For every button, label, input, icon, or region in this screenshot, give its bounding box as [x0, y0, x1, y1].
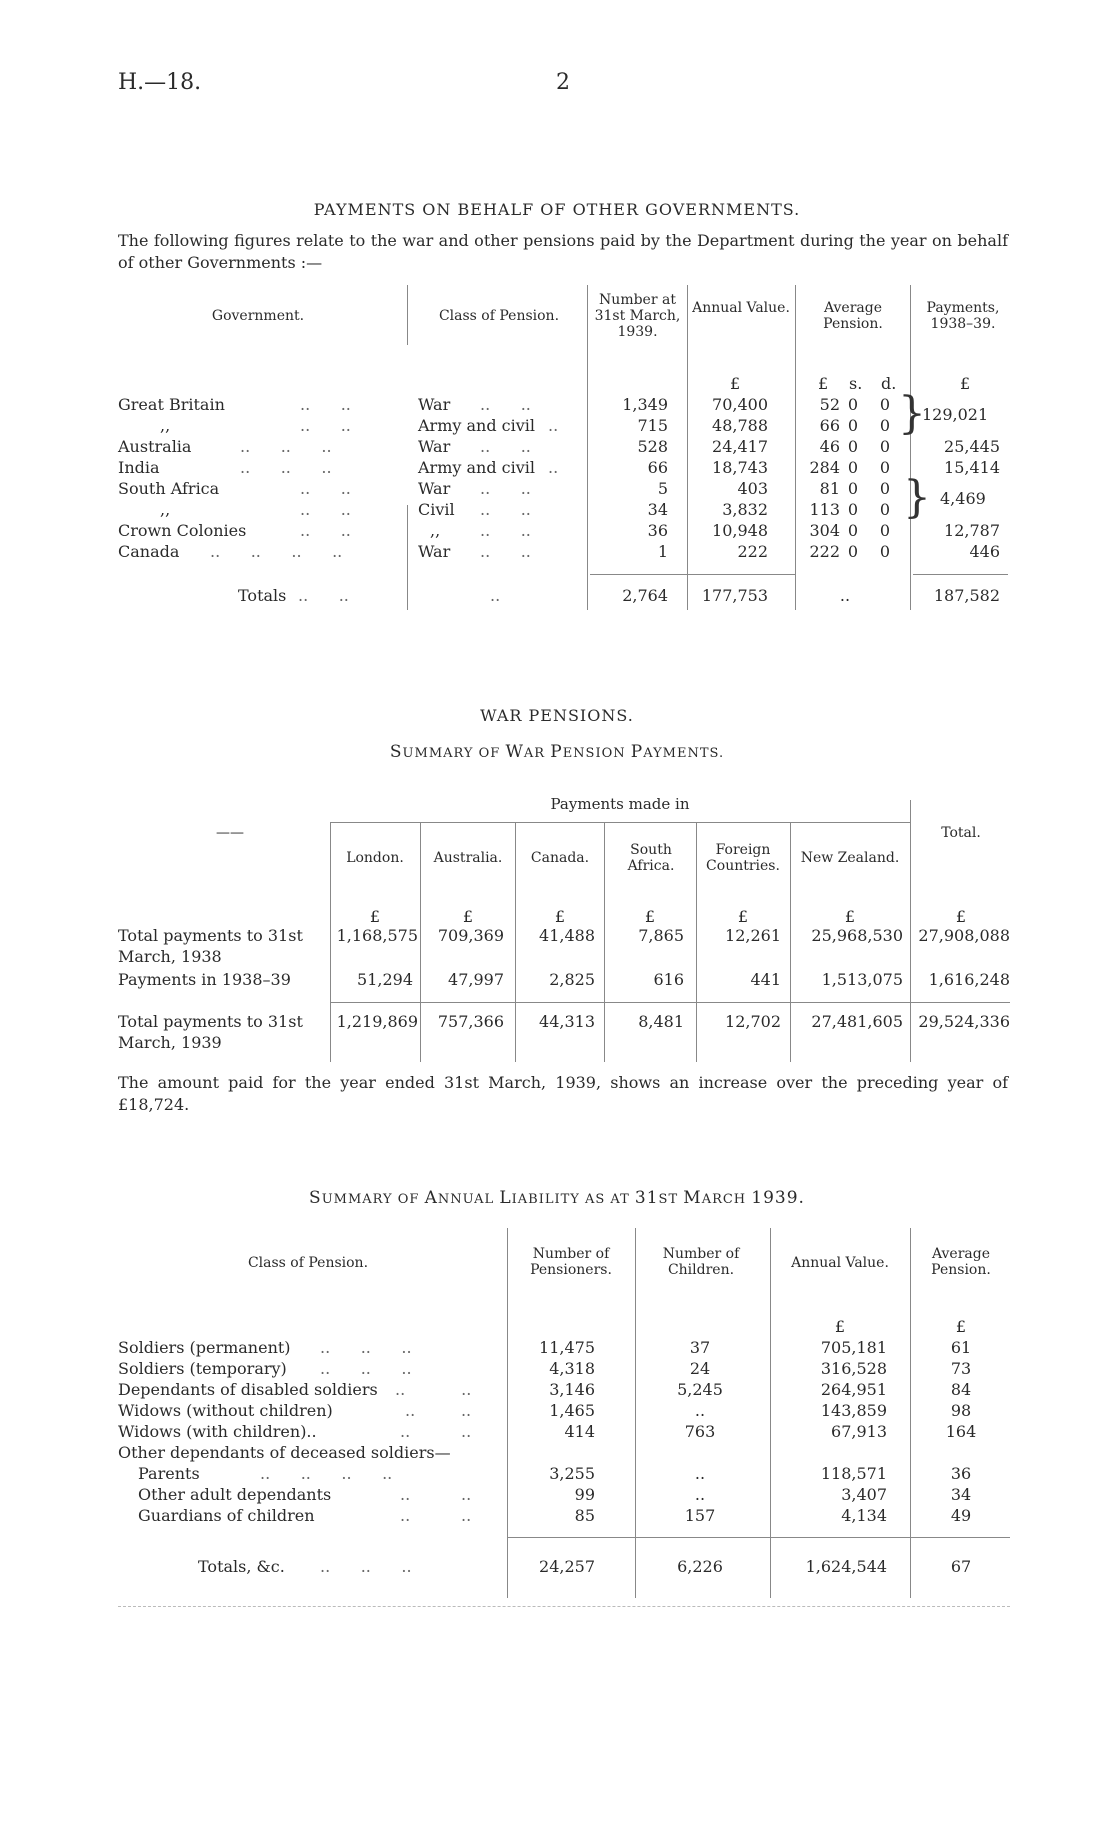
header-number-of-pensioners: Number of Pensioners.	[530, 1246, 612, 1278]
row-label: Guardians of children	[138, 1506, 315, 1525]
cell-children: ..	[694, 1401, 706, 1420]
cell-class: ,,	[430, 521, 441, 540]
header-total: Total.	[941, 825, 981, 841]
cell-number: 715	[637, 416, 668, 435]
row-label: Total payments to 31st March, 1939	[118, 1012, 303, 1052]
cell-avg-pounds: 284	[809, 458, 840, 477]
cell-total: 29,524,336	[918, 1012, 1010, 1031]
cell-number: 1,349	[622, 395, 668, 414]
row-label: Dependants of disabled soldiers	[118, 1380, 378, 1399]
cell-children: 24	[689, 1359, 711, 1378]
unit-annual: £	[730, 374, 741, 393]
cell-class: War	[418, 395, 451, 414]
cell-class: Army and civil	[418, 416, 536, 435]
row-label: Soldiers (temporary)	[118, 1359, 287, 1378]
totals-annual: 1,624,544	[805, 1557, 887, 1576]
cell-annual: 48,788	[712, 416, 768, 435]
header-government: Government.	[211, 308, 305, 324]
cell-government: South Africa	[118, 479, 220, 498]
cell-annual: 3,832	[722, 500, 768, 519]
cell-annual: 67,913	[831, 1422, 887, 1441]
brace-icon: }	[903, 472, 931, 523]
row-label: Total payments to 31st March, 1938	[118, 926, 303, 966]
cell-children: 763	[684, 1422, 716, 1441]
cell-annual: 222	[737, 542, 768, 561]
cell-australia: 709,369	[437, 926, 504, 945]
cell-avg-pounds: 81	[819, 479, 840, 498]
document-reference: H.—18.	[118, 70, 202, 95]
header-annual-value: Annual Value.	[791, 1255, 889, 1271]
section-title-other-governments: PAYMENTS ON BEHALF OF OTHER GOVERNMENTS.	[313, 200, 801, 219]
totals-average: 67	[950, 1557, 972, 1576]
cell-pensioners: 11,475	[539, 1338, 595, 1357]
cell-pensioners: 414	[564, 1422, 595, 1441]
brace-icon: }	[898, 388, 926, 439]
cell-pensioners: 4,318	[549, 1359, 595, 1378]
totals-label: Totals	[238, 586, 287, 605]
cell-australia: 757,366	[437, 1012, 504, 1031]
cell-total: 27,908,088	[918, 926, 1010, 945]
cell-london: 1,168,575	[336, 926, 418, 945]
unit-total: £	[955, 907, 967, 926]
cell-class: War	[418, 479, 451, 498]
cell-annual: 10,948	[712, 521, 768, 540]
cell-avg-pence: 0	[879, 479, 891, 498]
cell-average: 84	[950, 1380, 972, 1399]
cell-foreign: 12,261	[725, 926, 781, 945]
cell-canada: 44,313	[539, 1012, 595, 1031]
row-label: Soldiers (permanent)	[118, 1338, 291, 1357]
cell-annual: 70,400	[712, 395, 768, 414]
header-foreign-countries: Foreign Countries.	[706, 842, 780, 874]
cell-annual: 118,571	[820, 1464, 887, 1483]
unit-south-africa: £	[644, 907, 656, 926]
unit-canada: £	[554, 907, 566, 926]
cell-annual: 3,407	[841, 1485, 887, 1504]
cell-avg-pounds: 304	[809, 521, 840, 540]
cell-average: 61	[950, 1338, 972, 1357]
cell-class: War	[418, 437, 451, 456]
cell-children: ..	[694, 1464, 706, 1483]
cell-avg-pounds: 66	[819, 416, 840, 435]
cell-avg-pence: 0	[879, 542, 891, 561]
cell-average: 98	[950, 1401, 972, 1420]
cell-payments-india: 15,414	[944, 458, 1000, 477]
cell-avg-pence: 0	[879, 521, 891, 540]
cell-foreign: 12,702	[725, 1012, 781, 1031]
cell-children: 5,245	[677, 1380, 723, 1399]
header-payments: Payments, 1938–39.	[926, 300, 1000, 332]
cell-government: Australia	[118, 437, 192, 456]
row-label: Payments in 1938–39	[118, 970, 291, 989]
cell-number: 66	[647, 458, 668, 477]
cell-payments-canada: 446	[969, 542, 1000, 561]
cell-annual: 24,417	[712, 437, 768, 456]
unit-new-zealand: £	[844, 907, 856, 926]
cell-pensioners: 3,146	[549, 1380, 595, 1399]
section-intro: The following figures relate to the war and other pensions paid by the Department during the year on behalf of other Governments :—	[118, 231, 1008, 272]
cell-class: Army and civil	[418, 458, 536, 477]
unit-shillings: s.	[849, 374, 863, 393]
cell-avg-pence: 0	[879, 395, 891, 414]
row-label: Widows (without children)	[118, 1401, 333, 1420]
unit-london: £	[369, 907, 381, 926]
cell-number: 528	[637, 437, 668, 456]
header-canada: Canada.	[530, 850, 590, 866]
cell-annual: 316,528	[820, 1359, 887, 1378]
cell-avg-pence: 0	[879, 416, 891, 435]
row-label: Parents	[138, 1464, 200, 1483]
cell-payments-sa: 4,469	[940, 489, 986, 508]
unit-foreign: £	[737, 907, 749, 926]
section-title-war-pensions: WAR PENSIONS.	[480, 706, 634, 725]
cell-government: Crown Colonies	[118, 521, 247, 540]
cell-government: Great Britain	[118, 395, 225, 414]
header-average-pension: Average Pension.	[931, 1246, 991, 1278]
cell-number: 5	[657, 479, 668, 498]
totals-children: 6,226	[677, 1557, 723, 1576]
cell-avg-shillings: 0	[847, 437, 859, 456]
cell-canada: 41,488	[539, 926, 595, 945]
cell-new-zealand: 27,481,605	[811, 1012, 903, 1031]
cell-government: India	[118, 458, 160, 477]
cell-government: ,,	[160, 500, 171, 519]
header-payments-made-in: Payments made in	[550, 795, 690, 813]
cell-payments-crown: 12,787	[944, 521, 1000, 540]
cell-annual: 4,134	[841, 1506, 887, 1525]
totals-number: 2,764	[622, 586, 668, 605]
totals-label: Totals, &c.	[198, 1557, 285, 1576]
cell-annual: 403	[737, 479, 768, 498]
cell-australia: 47,997	[448, 970, 504, 989]
header-london: London.	[346, 850, 404, 866]
header-south-africa: South Africa.	[627, 842, 675, 874]
cell-avg-shillings: 0	[847, 458, 859, 477]
cell-avg-shillings: 0	[847, 479, 859, 498]
cell-payments-gb: 129,021	[922, 405, 989, 424]
cell-avg-pence: 0	[879, 437, 891, 456]
cell-london: 1,219,869	[336, 1012, 418, 1031]
cell-total: 1,616,248	[928, 970, 1010, 989]
header-average-pension: Average Pension.	[823, 300, 883, 332]
subtitle-summary-war-pension-payments: SUMMARY OF WAR PENSION PAYMENTS.	[389, 742, 725, 762]
cell-number: 34	[647, 500, 668, 519]
unit-pence: d.	[881, 374, 897, 393]
cell-avg-shillings: 0	[847, 500, 859, 519]
row-label: Widows (with children)..	[118, 1422, 317, 1441]
cell-avg-pence: 0	[879, 458, 891, 477]
cell-avg-shillings: 0	[847, 416, 859, 435]
cell-avg-shillings: 0	[847, 395, 859, 414]
cell-average: 49	[950, 1506, 972, 1525]
header-dash: ——	[216, 825, 244, 841]
cell-canada: 2,825	[549, 970, 595, 989]
cell-avg-pence: 0	[879, 500, 891, 519]
row-label: Other adult dependants	[138, 1485, 332, 1504]
cell-foreign: 441	[750, 970, 781, 989]
totals-payments: 187,582	[933, 586, 1000, 605]
cell-annual: 705,181	[820, 1338, 887, 1357]
cell-pensioners: 3,255	[549, 1464, 595, 1483]
cell-average: 73	[950, 1359, 972, 1378]
cell-average: 34	[950, 1485, 972, 1504]
cell-avg-shillings: 0	[847, 521, 859, 540]
header-class-of-pension: Class of Pension.	[247, 1255, 369, 1271]
cell-number: 1	[657, 542, 668, 561]
unit-australia: £	[462, 907, 474, 926]
totals-pensioners: 24,257	[539, 1557, 595, 1576]
cell-avg-pounds: 52	[819, 395, 840, 414]
header-number-of-children: Number of Children.	[662, 1246, 740, 1278]
cell-children: ..	[694, 1485, 706, 1504]
cell-average: 36	[950, 1464, 972, 1483]
totals-average: ..	[839, 586, 851, 605]
cell-government: ,,	[160, 416, 171, 435]
unit-annual: £	[834, 1317, 846, 1336]
cell-new-zealand: 1,513,075	[821, 970, 903, 989]
cell-number: 36	[647, 521, 668, 540]
cell-pensioners: 99	[574, 1485, 595, 1504]
cell-london: 51,294	[357, 970, 413, 989]
page-number: 2	[556, 70, 570, 95]
cell-annual: 143,859	[820, 1401, 887, 1420]
row-label: Other dependants of deceased soldiers—	[118, 1443, 451, 1462]
cell-class: War	[418, 542, 451, 561]
cell-avg-pounds: 222	[809, 542, 840, 561]
cell-government: Canada	[118, 542, 180, 561]
cell-average: 164	[945, 1422, 977, 1441]
header-number: Number at 31st March, 1939.	[594, 292, 681, 340]
cell-annual: 264,951	[820, 1380, 887, 1399]
cell-pensioners: 1,465	[549, 1401, 595, 1420]
cell-south-africa: 8,481	[638, 1012, 684, 1031]
increase-note: The amount paid for the year ended 31st March, 1939, shows an increase over the preceding year of £18,724.	[118, 1073, 1008, 1114]
header-class-of-pension: Class of Pension.	[438, 308, 560, 324]
section-title-annual-liability: SUMMARY OF ANNUAL LIABILITY AS AT 31ST MARCH 1939.	[309, 1188, 805, 1208]
unit-average: £	[955, 1317, 967, 1336]
cell-children: 37	[689, 1338, 711, 1357]
cell-payments-australia: 25,445	[944, 437, 1000, 456]
header-annual-value: Annual Value.	[692, 300, 790, 316]
cell-pensioners: 85	[574, 1506, 595, 1525]
cell-children: 157	[684, 1506, 716, 1525]
cell-new-zealand: 25,968,530	[811, 926, 903, 945]
cell-annual: 18,743	[712, 458, 768, 477]
header-new-zealand: New Zealand.	[800, 850, 900, 866]
unit-payments: £	[960, 374, 971, 393]
cell-avg-pounds: 46	[819, 437, 840, 456]
cell-class: Civil	[418, 500, 455, 519]
totals-annual: 177,753	[701, 586, 768, 605]
cell-south-africa: 7,865	[638, 926, 684, 945]
header-australia: Australia.	[433, 850, 503, 866]
cell-avg-shillings: 0	[847, 542, 859, 561]
cell-avg-pounds: 113	[809, 500, 840, 519]
unit-pounds: £	[818, 374, 829, 393]
cell-south-africa: 616	[653, 970, 684, 989]
